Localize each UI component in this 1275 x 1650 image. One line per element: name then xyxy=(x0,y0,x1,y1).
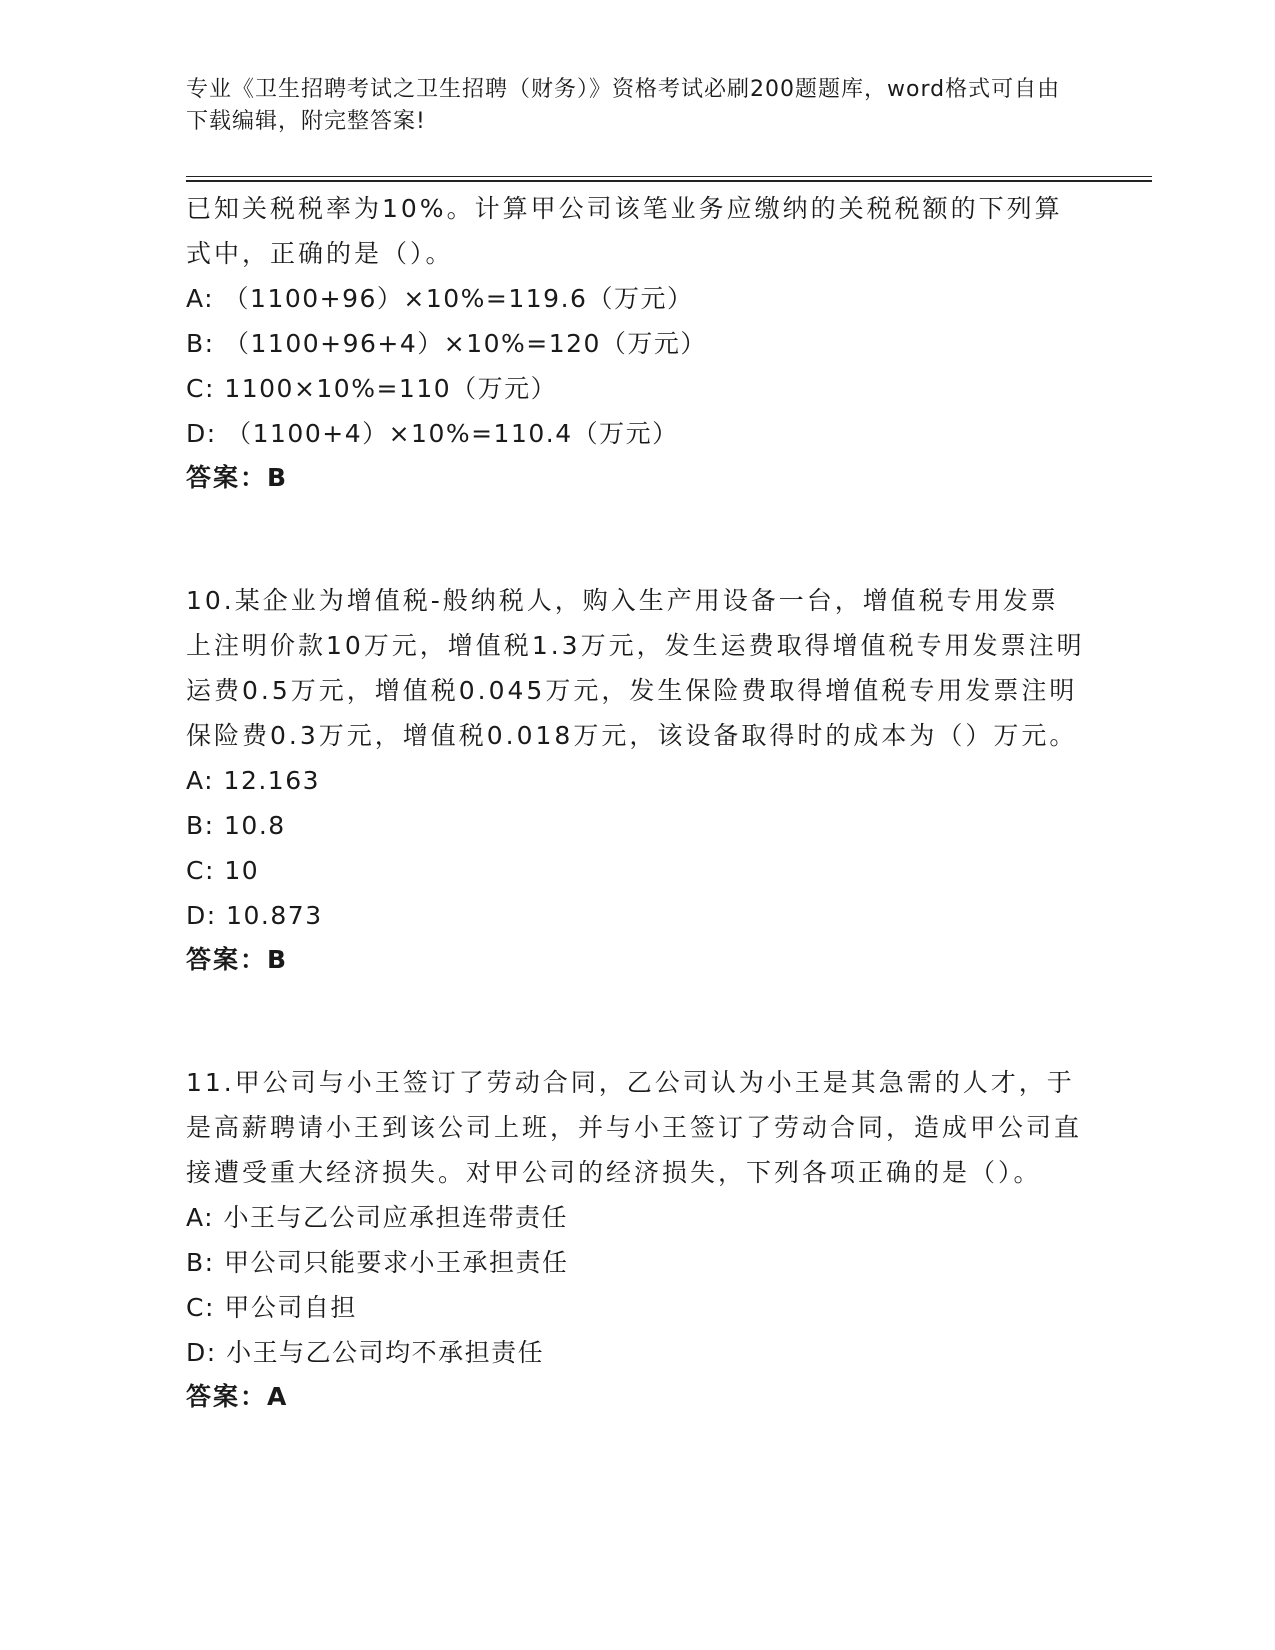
question-spacer xyxy=(186,520,1086,578)
answer-line: 答案：B xyxy=(186,463,289,492)
option-c: C: 甲公司自担 xyxy=(186,1293,357,1322)
answer-line: 答案：A xyxy=(186,1382,289,1411)
option-b: B: 甲公司只能要求小王承担责任 xyxy=(186,1248,569,1277)
answer-line: 答案：B xyxy=(186,945,289,974)
option-a: A: 12.163 xyxy=(186,766,321,795)
question-text: 已知关税税率为10%。计算甲公司该笔业务应缴纳的关税税额的下列算式中，正确的是（）。 xyxy=(186,194,1063,268)
option-b: B: 10.8 xyxy=(186,811,286,840)
option-c: C: 10 xyxy=(186,856,260,885)
question-spacer xyxy=(186,1002,1086,1060)
header-divider xyxy=(186,176,1152,182)
option-d: D: 小王与乙公司均不承担责任 xyxy=(186,1338,545,1367)
option-d: D: （1100+4）×10%=110.4（万元） xyxy=(186,419,679,448)
question-list xyxy=(186,186,1086,1439)
question-block xyxy=(186,1060,1086,1419)
option-a: A: 小王与乙公司应承担连带责任 xyxy=(186,1203,569,1232)
option-b: B: （1100+96+4）×10%=120（万元） xyxy=(186,329,707,358)
question-block xyxy=(186,186,1086,500)
question-block xyxy=(186,578,1086,982)
question-text: 11.甲公司与小王签订了劳动合同，乙公司认为小王是其急需的人才，于是高薪聘请小王到该公司上班，并与小王签订了劳动合同，造成甲公司直接遭受重大经济损失。对甲公司的经济损失，下列各项正确的是（）。 xyxy=(186,1068,1083,1187)
option-a: A: （1100+96）×10%=119.6（万元） xyxy=(186,284,694,313)
question-text: 10.某企业为增值税-般纳税人，购入生产用设备一台，增值税专用发票上注明价款10万元，增值税1.3万元，发生运费取得增值税专用发票注明运费0.5万元，增值税0.045万元，发生保险费取得增值税专用发票注明保险费0.3万元，增值税0.018万元，该设备取得时的成本为（）万元。 xyxy=(186,586,1085,750)
page-header: 专业《卫生招聘考试之卫生招聘（财务）》资格考试必刷200题题库，word格式可自由下载编辑，附完整答案! xyxy=(186,77,1061,134)
option-d: D: 10.873 xyxy=(186,901,323,930)
option-c: C: 1100×10%=110（万元） xyxy=(186,374,558,403)
